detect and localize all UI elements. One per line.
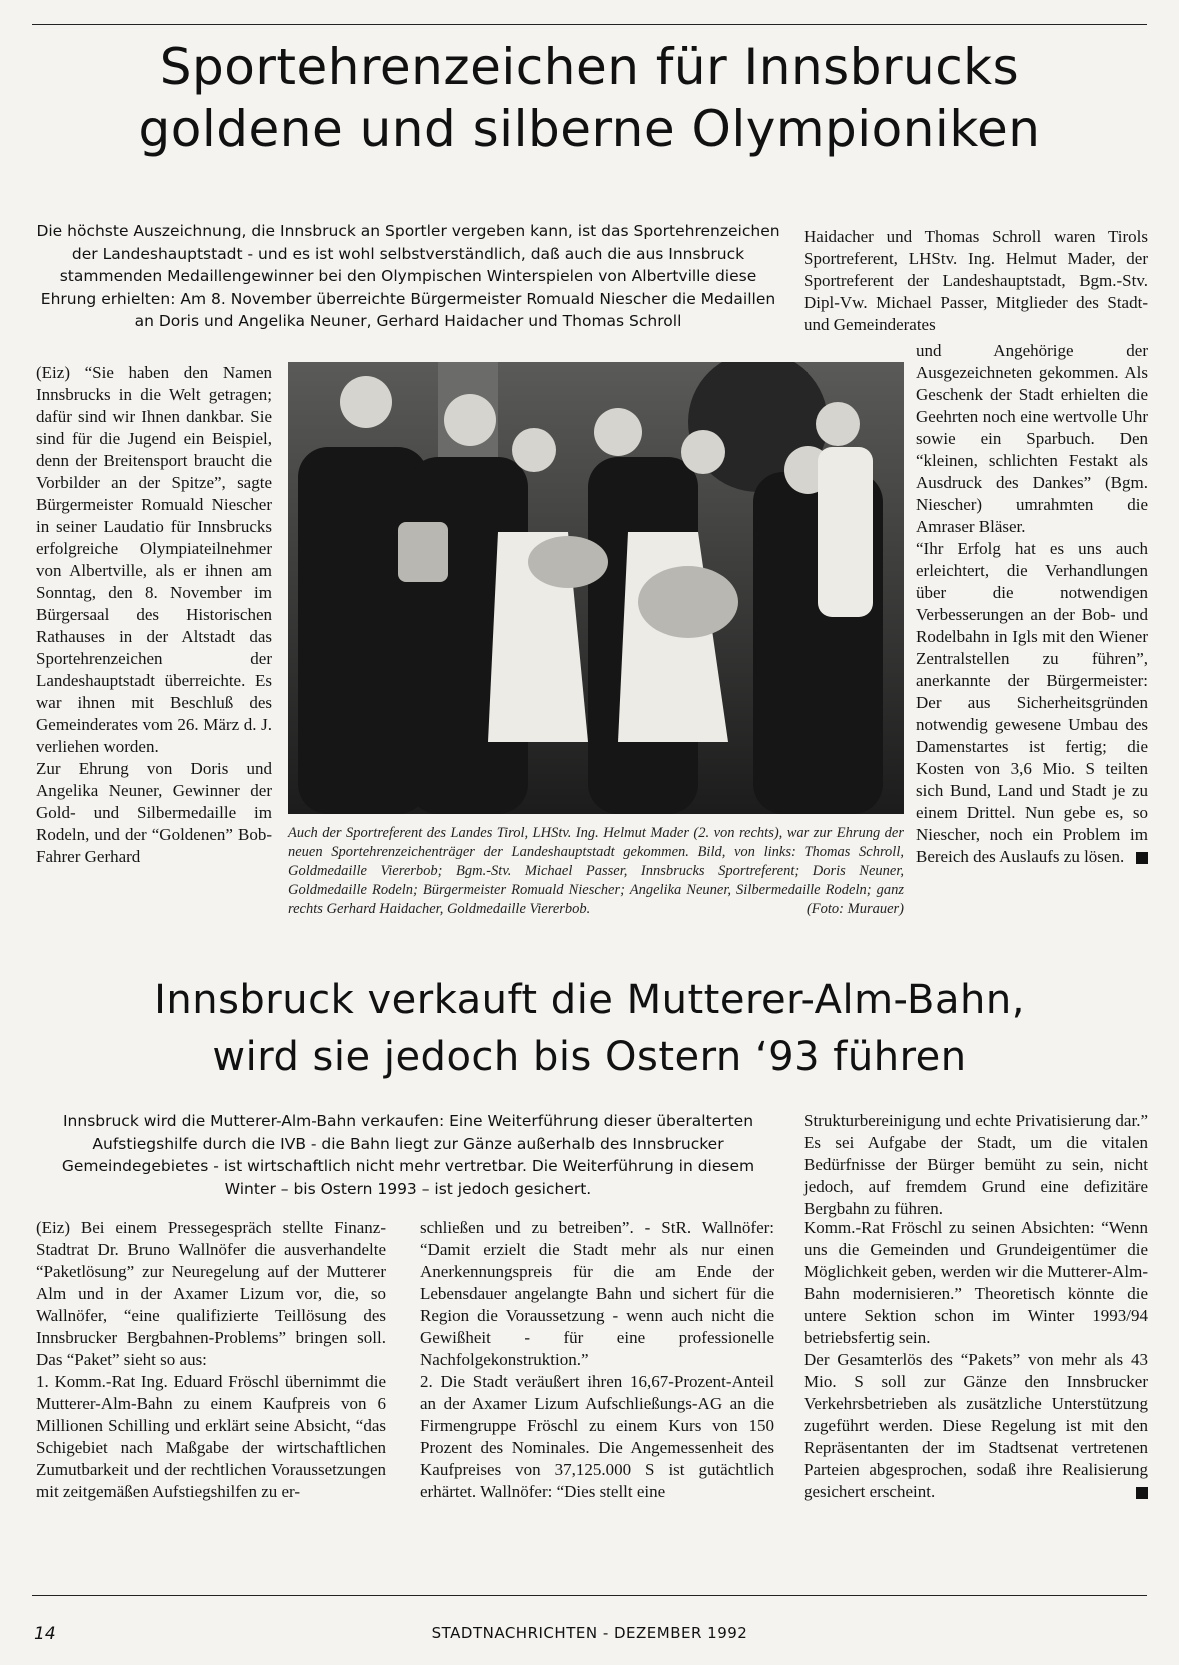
article2-col3-text: Komm.-Rat Fröschl zu seinen Absichten: “Wenn uns die Gemeinden und Grundeigentümer die Möglichkeit geben, werden wir die Mutterer-Alm-Bahn modernisieren.” Theoretisch könnte die untere Sektion schon im Winter 1993/94 betriebsfertig sein. <box>804 1218 1148 1347</box>
article2-col2-text: schließen und zu betreiben”. - StR. Wallnöfer: “Damit erzielt die Stadt mehr als nur einen Anerkennungspreis für die am Ende der Lebensdauer angelangte Bahn und sichert für die Region die Voraussetzung - wenn auch nicht die Gewißheit - für eine professionelle Nachfolgekonstruktion.” <box>420 1218 774 1369</box>
article2-col3-text-2-body: Der Gesamterlös des “Pakets” von mehr als 43 Mio. S soll zur Gänze den Innsbrucker Verkehrsbetrieben als zusätzliche Unterstützung zugeführt werden. Diese Regelung ist mit den Repräsentanten der im Stadtsenat vertretenen Parteien abgesprochen, sodaß ihre Realisierung gesichert erscheint. <box>804 1350 1148 1501</box>
article1-col-right-text-2 <box>916 538 1148 868</box>
article2-col1-text: (Eiz) Bei einem Pressegespräch stellte Finanz-Stadtrat Dr. Bruno Wallnöfer die ausverhandelte “Paketlösung” zur Neuregelung auf der Mutterer Alm und in der Axamer Lizum vor, die, so Wallnöfer, “eine qualifizierte Teillösung des Innsbrucker Bergbahnen-Problems” bringen soll. Das “Paket” sieht so aus: <box>36 1218 386 1369</box>
article1-headline-line2: goldene und silberne Olympioniken <box>138 100 1041 158</box>
article1-caption-text: Auch der Sportreferent des Landes Tirol, LHStv. Ing. Helmut Mader (2. von rechts), war zur Ehrung der neuen Sportehrenzeichenträger der Landeshauptstadt gekommen. Bild, von links: Thomas Schroll, Goldmedaille Viererbob; Bgm.-Stv. Michael Passer, Innsbrucks Sportreferent; Doris Neuner, Goldmedaille Rodeln; Bürgermeister Romuald Niescher; Angelika Neuner, Silbermedaille Rodeln; ganz rechts Gerhard Haidacher, Goldmedaille Viererbob. <box>288 825 904 917</box>
article2-col1 <box>36 1217 386 1503</box>
article1-headline <box>32 36 1147 160</box>
article1-col-right <box>916 340 1148 868</box>
article2-lead: Innsbruck wird die Mutterer-Alm-Bahn verkaufen: Eine Weiterführung dieser überalterten Aufstiegshilfe durch die IVB - die Bahn liegt zur Gänze außerhalb des Innsbrucker Gemeindegebietes - ist wirtschaftlich nicht mehr vertretbar. Die Weiterführung in diesem Winter – bis Ostern 1993 – ist jedoch gesichert. <box>61 1112 755 1198</box>
end-mark-icon <box>1136 1487 1148 1499</box>
article2-col2-text-2: 2. Die Stadt veräußert ihren 16,67-Prozent-Anteil an der Axamer Lizum Aufschließungs-AG an die Firmengruppe Fröschl zu einem Kurs von 150 Prozent des Nominales. Die Angemessenheit des Kaufpreises von 37,125.000 S ist gutächtlich erhärtet. Wallnöfer: “Dies stellt eine <box>420 1372 774 1501</box>
article1-col-left-text-2: Zur Ehrung von Doris und Angelika Neuner, Gewinner der Gold- und Silbermedaille im Rodeln, und der “Goldenen” Bob-Fahrer Gerhard <box>36 759 272 866</box>
top-rule <box>32 24 1147 25</box>
article1-photo <box>288 362 904 814</box>
article1-lead: Die höchste Auszeichnung, die Innsbruck an Sportler vergeben kann, ist das Sportehrenzeichen der Landeshauptstadt - und es ist wohl selbstverständlich, daß auch die aus Innsbruck stammenden Medaillengewinner bei den Olympischen Winterspielen von Albertville diese Ehrung erhielten: Am 8. November überreichte Bürgermeister Romuald Niescher die Medaillen an Doris und Angelika Neuner, Gerhard Haidacher und Thomas Schroll <box>36 222 780 330</box>
end-mark-icon <box>1136 852 1148 864</box>
article2-headline-line2: wird sie jedoch bis Ostern ‘93 führen <box>212 1034 967 1080</box>
photo-credit: (Foto: Murauer) <box>806 901 904 917</box>
article1-caption <box>288 824 904 919</box>
article1-col-right-top-text: Haidacher und Thomas Schroll waren Tirols Sportreferent, LHStv. Ing. Helmut Mader, der Sportreferent der Landeshauptstadt, Bgm.-Stv. Dipl-Vw. Michael Passer, Mitglieder des Stadt- und Gemeinderates <box>804 227 1148 334</box>
article2-col1-text-2: 1. Komm.-Rat Ing. Eduard Fröschl übernimmt die Mutterer-Alm-Bahn zu einem Kaufpreis von 6 Millionen Schilling und erklärt seine Absicht, “das Schigebiet nach Maßgabe der wirtschaftlichen Zumutbarkeit und der rechtlichen Voraussetzungen mit zeitgemäßen Aufstiegshilfen zu er- <box>36 1372 386 1501</box>
article1-col-left-text: (Eiz) “Sie haben den Namen Innsbrucks in die Welt getragen; dafür sind wir Ihnen dankbar. Sie sind für die Jugend ein Beispiel, denn der Breitensport braucht die Vorbilder an der Spitze”, sagte Bürgermeister Romuald Niescher in seiner Laudatio für Innsbrucks erfolgreiche Olympiateilnehmer von Albertville, als er ihnen am Sonntag, den 8. November im Bürgersaal des Historischen Rathauses in der Altstadt das Sportehrenzeichen der Landeshauptstadt überreichte. Es war ihnen mit Beschluß des Gemeinderates vom 26. März d. J. verliehen worden. <box>36 363 272 756</box>
article2-col2 <box>420 1217 774 1503</box>
article1-col-right-text: und Angehörige der Ausgezeichneten gekommen. Als Geschenk der Stadt erhielten die Geehrten noch eine wertvolle Uhr sowie ein Sparbuch. Den “kleinen, schlichten Festakt als Ausdruck des Dankes” (Bgm. Niescher) umrahmten die Amraser Bläser. <box>916 341 1148 536</box>
article2-headline <box>32 972 1147 1086</box>
article2-col3 <box>804 1217 1148 1503</box>
article2-col3-text-2 <box>804 1349 1148 1503</box>
article2-headline-line1: Innsbruck verkauft die Mutterer-Alm-Bahn, <box>154 977 1025 1023</box>
article1-headline-line1: Sportehrenzeichen für Innsbrucks <box>159 38 1020 96</box>
article1-col-left <box>36 362 272 868</box>
article2-col3-top <box>804 1110 1148 1220</box>
article1-col-right-top <box>804 226 1148 336</box>
article2-col3-top-text: Strukturbereinigung und echte Privatisierung dar.” Es sei Aufgabe der Stadt, um die vitalen Bedürfnisse der Bürger bemüht zu sein, nicht jedoch, auf fremdem Grund eine defizitäre Bergbahn zu führen. <box>804 1111 1148 1218</box>
article1-col-right-text-2-body: “Ihr Erfolg hat es uns auch erleichtert, die Verhandlungen über die notwendigen Verbesserungen an der Bob- und Rodelbahn in Igls mit den Wiener Zentralstellen zu führen”, anerkannte der Bürgermeister: Der aus Sicherheitsgründen notwendig gewesene Umbau des Damenstartes ist fertig; die Kosten von 3,6 Mio. S teilten sich Bund, Land und Stadt je zu einem Drittel. Nun gebe es, so Niescher, noch ein Problem im Bereich des Auslaufs zu lösen. <box>916 539 1148 866</box>
footer-rule <box>32 1595 1147 1596</box>
publication-title: STADTNACHRICHTEN - DEZEMBER 1992 <box>431 1624 748 1642</box>
group-photo-illustration <box>288 362 904 814</box>
page-number: 14 <box>34 1624 56 1644</box>
